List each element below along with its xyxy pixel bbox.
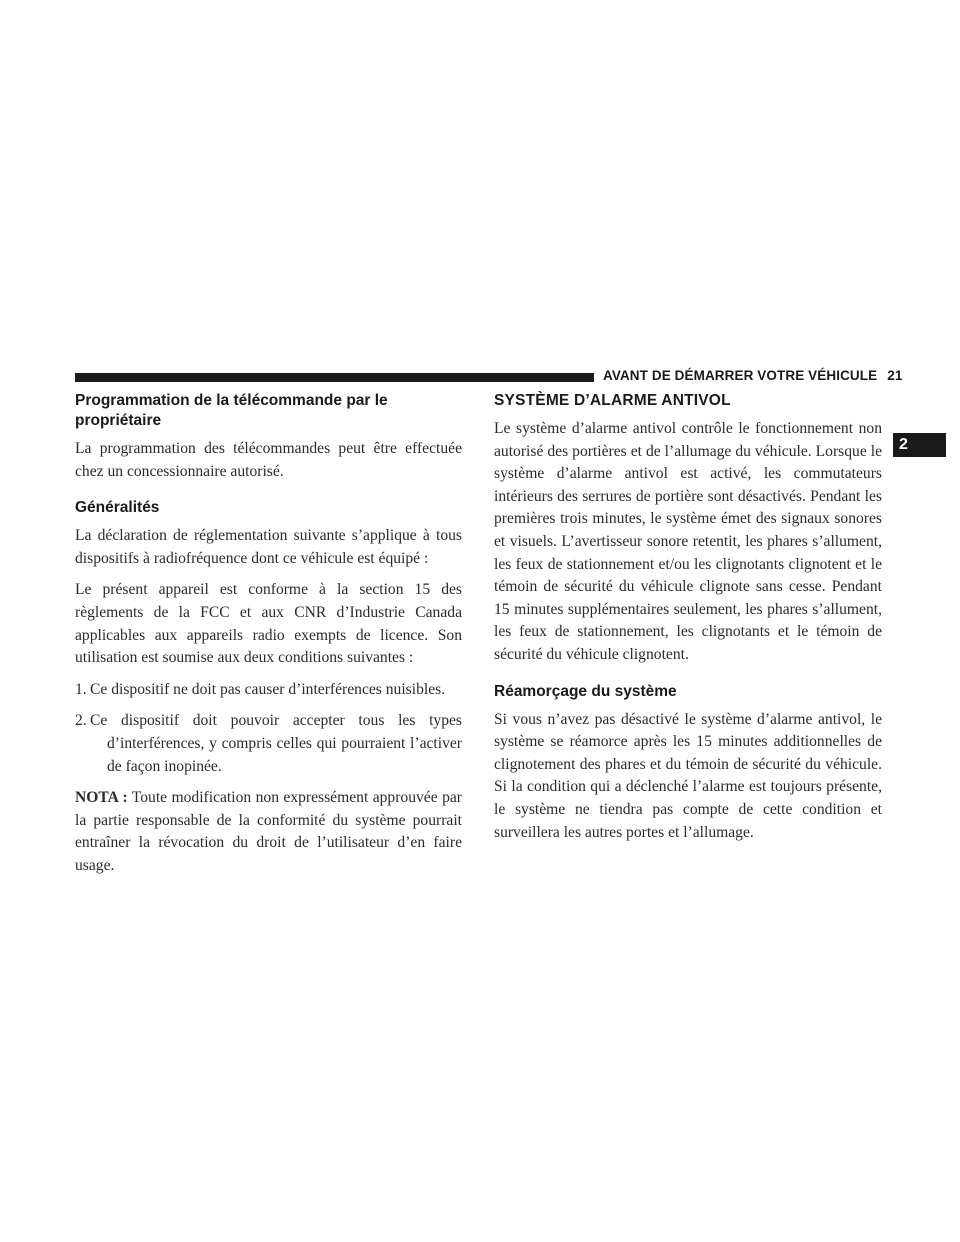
note-label: NOTA :	[75, 789, 128, 807]
left-column	[75, 391, 462, 878]
para-programming: La programmation des télécommandes peut être effectuée chez un concessionnaire autorisé.	[75, 440, 462, 480]
conditions-list	[75, 679, 462, 778]
list-item	[75, 679, 462, 702]
para-declaration: La déclaration de réglementation suivante s’applique à tous dispositifs à radiofréquence dont ce véhicule est équipé :	[75, 527, 462, 567]
header-rule	[75, 373, 594, 382]
list-item-number: 1.	[75, 680, 87, 698]
chapter-tab: 2	[893, 433, 946, 457]
running-header	[603, 368, 902, 383]
heading-general: Généralités	[75, 499, 160, 517]
list-item-number: 2.	[75, 712, 87, 730]
list-item-text: Ce dispositif ne doit pas causer d’interférences nuisibles.	[90, 680, 446, 698]
para-alarm: Le système d’alarme antivol contrôle le fonctionnement non autorisé des portières et de l’allumage du véhicule. Lorsque le système d’alarme antivol est activé, les commutateurs intérieurs des serrures de portière sont désactivés. Pendant les premières trois minutes, le système émet des signaux sonores et visuels. L’avertisseur sonore retentit, les phares s’allument, les feux de stationnement et/ou les clignotants clignotent et le témoin de sécurité du véhicule clignote sans cesse. Pendant 15 minutes supplémentaires seulement, les phares s’allument, les feux de stationnement, les clignotants et le témoin de sécurité du véhicule clignotent.	[494, 420, 882, 663]
page-number: 21	[887, 368, 903, 383]
section-title: AVANT DE DÉMARRER VOTRE VÉHICULE	[603, 368, 878, 383]
heading-alarm: SYSTÈME D’ALARME ANTIVOL	[494, 392, 731, 409]
note-paragraph	[75, 787, 462, 877]
para-conformity: Le présent appareil est conforme à la section 15 des règlements de la FCC et aux CNR d’Industrie Canada applicables aux appareils radio exempts de licence. Son utilisation est soumise aux deux conditions suivantes :	[75, 581, 462, 667]
heading-rearm: Réamorçage du système	[494, 682, 677, 700]
right-column	[494, 391, 882, 844]
heading-programming: Programmation de la télécommande par le propriétaire	[75, 392, 388, 429]
note-text: Toute modification non expressément approuvée par la partie responsable de la conformité du système pourrait entraîner la révocation du droit de l’utilisateur d’en faire usage.	[75, 789, 462, 874]
para-rearm: Si vous n’avez pas désactivé le système d’alarme antivol, le système se réamorce après les 15 minutes additionnelles de clignotement des phares et du témoin de sécurité du véhicule. Si la condition qui a déclenché l’alarme est toujours présente, le système ne tiendra pas compte de cette condition et surveillera les autres portes et l’allumage.	[494, 710, 882, 841]
list-item-text: Ce dispositif doit pouvoir accepter tous les types d’interférences, y compris celles qui pourraient l’activer de façon inopinée.	[90, 712, 462, 775]
list-item	[75, 710, 462, 778]
